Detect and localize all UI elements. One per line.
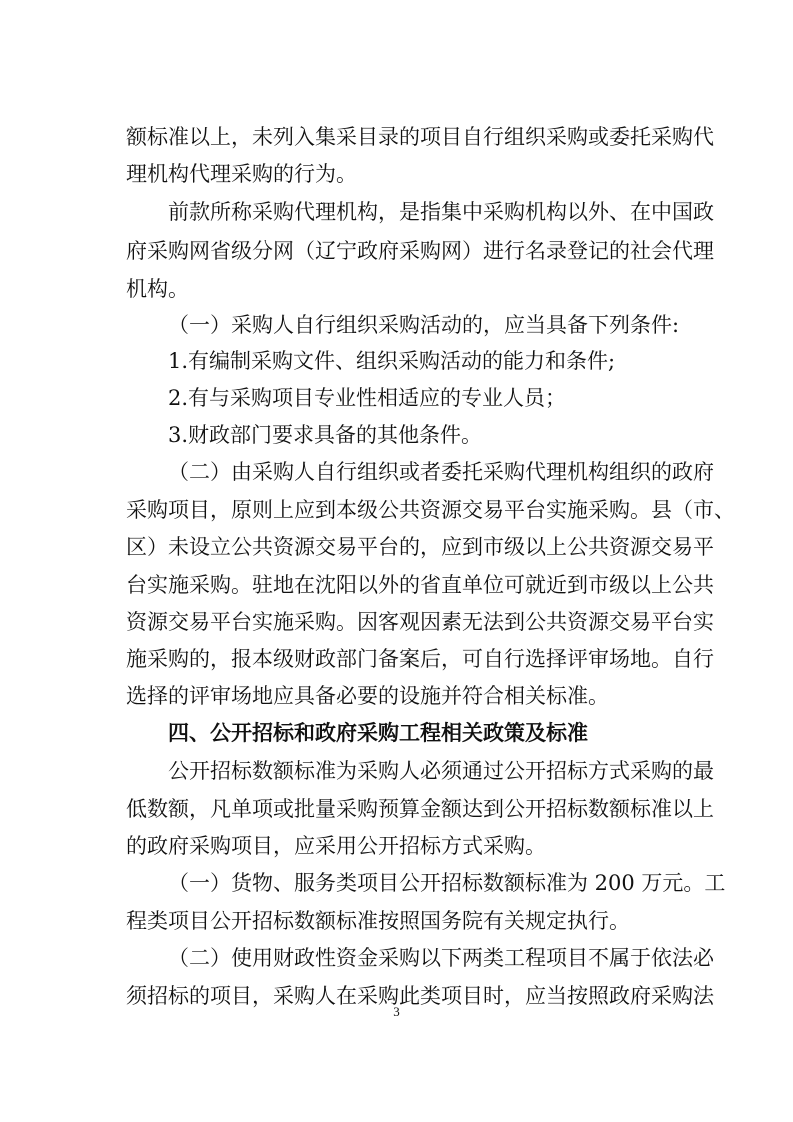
- text-line: 府采购网省级分网（辽宁政府采购网）进行名录登记的社会代理: [126, 239, 714, 263]
- text-line: 施采购的，报本级财政部门备案后，可自行选择评审场地。自行: [126, 647, 714, 671]
- text-line: 2.有与采购项目专业性相适应的专业人员；: [168, 386, 567, 410]
- text-line: 选择的评审场地应具备必要的设施并符合相关标准。: [126, 684, 609, 708]
- text-line: 程类项目公开招标数额标准按照国务院有关规定执行。: [126, 909, 630, 933]
- text-line: 机构。: [126, 277, 189, 301]
- section-heading: 四、公开招标和政府采购工程相关政策及标准: [168, 721, 588, 745]
- text-line: 1.有编制采购文件、组织采购活动的能力和条件;: [168, 349, 616, 373]
- text-line: 前款所称采购代理机构，是指集中采购机构以外、在中国政: [168, 200, 714, 224]
- text-line: 区）未设立公共资源交易平台的，应到市级以上公共资源交易平: [126, 535, 714, 559]
- text-line: 理机构代理采购的行为。: [126, 162, 357, 186]
- text-line: 资源交易平台实施采购。因客观因素无法到公共资源交易平台实: [126, 610, 714, 634]
- text-line: 3.财政部门要求具备的其他条件。: [168, 423, 483, 447]
- text-line: 低数额，凡单项或批量采购预算金额达到公开招标数额标准以上: [126, 797, 714, 821]
- text-line: （二）由采购人自行组织或者委托采购代理机构组织的政府: [168, 460, 714, 484]
- text-line: 须招标的项目，采购人在采购此类项目时，应当按照政府采购法: [126, 984, 714, 1008]
- text-line: 台实施采购。驻地在沈阳以外的省直单位可就近到市级以上公共: [126, 573, 714, 597]
- text-line: （二）使用财政性资金采购以下两类工程项目不属于依法必: [168, 946, 714, 970]
- text-line: 额标准以上，未列入集采目录的项目自行组织采购或委托采购代: [126, 125, 714, 149]
- text-line: 的政府采购项目，应采用公开招标方式采购。: [126, 834, 546, 858]
- page-number: 3: [393, 1004, 400, 1019]
- text-line: （一）货物、服务类项目公开招标数额标准为 200 万元。工: [168, 871, 726, 895]
- text-line: 采购项目，原则上应到本级公共资源交易平台实施采购。县（市、: [126, 498, 735, 522]
- text-line: （一）采购人自行组织采购活动的，应当具备下列条件:: [168, 313, 680, 337]
- text-line: 公开招标数额标准为采购人必须通过公开招标方式采购的最: [168, 759, 714, 783]
